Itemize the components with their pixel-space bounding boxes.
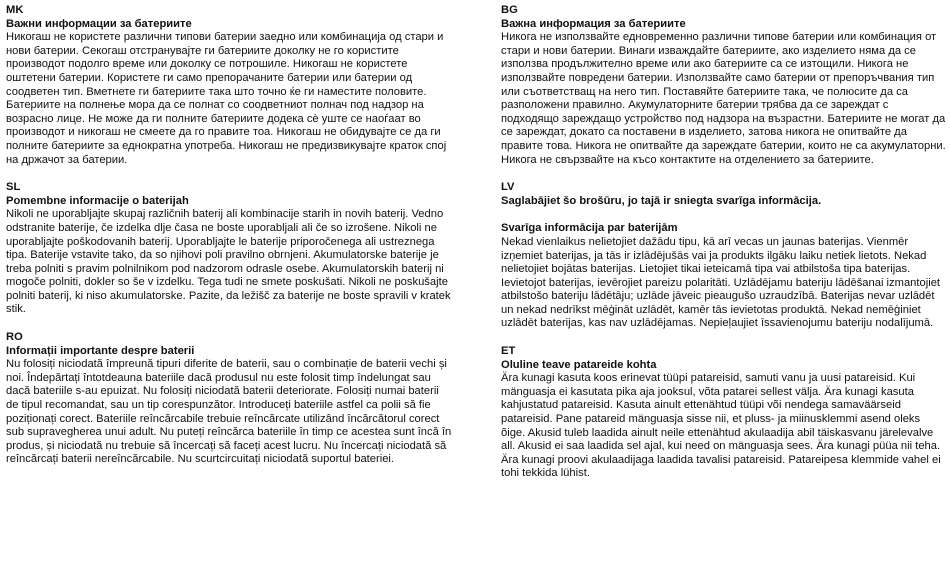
section-text: Nu folosiți niciodată împreună tipuri diferite de baterii, sau o combinație de baterii vechi și noi. Îndepărtați întotdeauna bateriile dacă produsul nu este folosit timp îndelungat sau dacă bateriile s-au epuizat. Nu folosiți niciodată baterii deteriorate. Folosiți numai baterii de tipul recomandat, sau un tip corespunzător. Introduceți bateriile astfel ca polii să fie poziționați corect. Bateriile reîncărcabile trebuie reîncărcate utilizând încărcătorul corect sub supravegherea unui adult. Nu puteți reîncărca bateriile în timp ce acestea sunt încă în produs, și niciodată nu trebuie să încercați să faceți acest lucru. Nu încercați niciodată să reîncărcați baterii nereîncărcabile. Nu scurtcircuitați niciodată suportul bateriei.: [6, 358, 452, 466]
left-column: [6, 4, 453, 481]
language-code: MK: [6, 4, 24, 16]
section-bg: [501, 4, 946, 167]
section-text: Никога не използвайте едновременно различни типове батерии или комбинация от стари и нови батерии. Винаги изваждайте батериите, ако изделието няма да се използва продължително време или ако батериите са се изтощили. Никога не използвайте повредени батерии. Използвайте само батерии от препоръчвания тип или съответстващ на него тип. Поставяйте батериите така, че полюсите да са разположени правилно. Акумулаторните батерии трябва да се зареждат с подходящо зареждащо устройство под надзора на възрастни. Батериите не могат да се зареждат, докато са поставени в изделието, затова никога не опитвайте да правите това. Никога не опитвайте да зареждате батерии, които не са акумулаторни. Никога не свързвайте на късо контактите на отделението за батериите.: [501, 31, 946, 166]
section-heading: Informații importante despre baterii: [6, 344, 195, 357]
language-code: BG: [501, 4, 518, 16]
section-text: Ära kunagi kasuta koos erinevat tüüpi patareisid, samuti vanu ja uusi patareisid. Kui mänguasja ei kasutata pika aja jooksul, võta patarei sellest välja. Ära kunagi kasuta kahjustatud patareisid. Kasuta ainult ettenähtud tüüpi või nendega samaväärseid patareisid. Pane patareid mänguasja sisse nii, et pluss- ja miinusklemmi asend oleks õige. Akusid tuleb laadida ainult neile ettenähtud akulaadija abil täiskasvanu järelevalve all. Akusid ei saa laadida sel ajal, kui need on mänguasja sees. Ära kunagi püüa nii teha. Ära kunagi proovi akulaadijaga laadida tavalisi patareisid. Patareipesa klemmide vahel ei tohi tekkida lühist.: [501, 372, 941, 480]
section-lv: [501, 181, 946, 331]
section-heading: Oluline teave patareide kohta: [501, 358, 657, 371]
section-notice: Saglabājiet šo brošūru, jo tajā ir sniegta svarīga informācija.: [501, 194, 822, 207]
section-sl: [6, 181, 453, 317]
language-code: SL: [6, 181, 21, 194]
language-code: RO: [6, 331, 23, 344]
section-ro: [6, 331, 453, 467]
section-text: Nekad vienlaikus nelietojiet dažādu tipu, kā arī vecas un jaunas baterijas. Vienmēr izņemiet baterijas, ja tās ir izlādējušās vai ja produkts ilgāku laiku netiek lietots. Nekad nelietojiet bojātas baterijas. Lietojiet tikai ieteicamā tipa vai atbilstoša tipa baterijas. Ievietojot baterijas, ievērojiet pareizu polaritāti. Uzlādējamu bateriju lādēšanai izmantojiet atbilstošo bateriju lādētāju; uzlāde jāveic pieaugušo uzraudzībā. Baterijas nevar uzlādēt un nekad nedrīkst mēģināt uzlādēt, kamēr tās ievietotas produktā. Nekad nemēģiniet uzlādēt baterijas, kas nav uzlādējamas. Nepieļaujiet īssavienojumu bateriju nodalījumā.: [501, 235, 941, 330]
section-et: [501, 345, 946, 481]
section-heading: Важна информация за батериите: [501, 17, 686, 30]
section-heading: Svarīga informācija par baterijām: [501, 222, 678, 235]
language-code: LV: [501, 181, 515, 194]
section-heading: Pomembne informacije o baterijah: [6, 194, 189, 207]
section-mk: [6, 4, 453, 167]
section-text: Никогаш не користете различни типови батерии заедно или комбинација од стари и нови батерии. Секогаш отстранувајте ги батериите доколку не го користите производот подолго време или доколку се потрошиле. Никогаш не користете оштетени батерии. Користете ги само препорачаните батерии или батерии од соодветен тип. Вметнете ги батериите така што точно ќе ги наместите половите. Батериите на полнење мора да се полнат со соодветниот полнач под надзор на возрасно лице. Не може да ги полните батериите додека сè уште се наоѓаат во производот и никогаш не смеете да го правите тоа. Никогаш не обидувајте се да ги полните батериите за еднократна употреба. Никогаш не предизвикувајте краток спој на држачот за батерии.: [6, 31, 447, 166]
section-text: Nikoli ne uporabljajte skupaj različnih baterij ali kombinacije starih in novih baterij. Vedno odstranite baterije, če izdelka dlje časa ne boste uporabljali ali če so izrošene. Nikoli ne uporabljajte poškodovanih baterij. Uporabljajte le baterije priporočenega ali ustreznega tipa. Baterije vstavite tako, da so njihovi poli pravilno obrnjeni. Akumulatorske baterije je treba polniti s pravim polnilnikom pod nadzorom odrasle osebe. Akumulatorskih baterij ni mogoče polniti, dokler so še v izdelku. Tega tudi ne smete poskušati. Nikoli ne poskušajte polniti baterij, ki niso akumulatorske. Pazite, da ležišč za baterije ne boste spravili v kratek stik.: [6, 208, 451, 316]
right-column: [501, 4, 946, 495]
section-heading: Важни информации за батериите: [6, 17, 192, 30]
language-code: ET: [501, 345, 516, 358]
